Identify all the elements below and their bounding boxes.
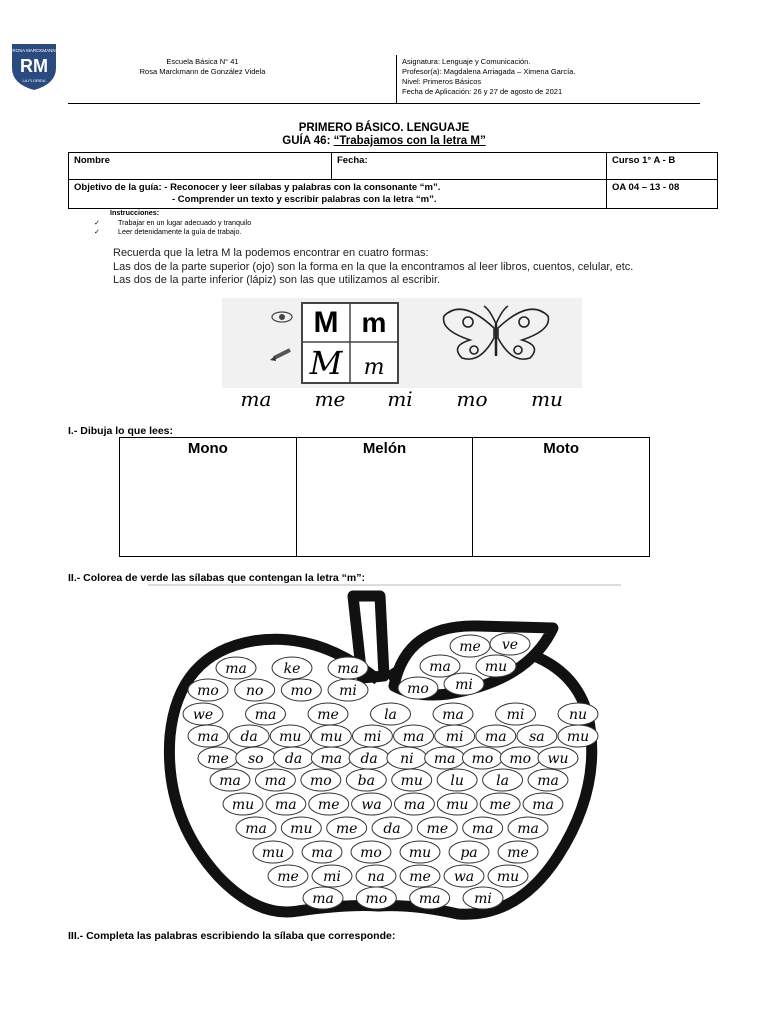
apple-syllable[interactable] [463,817,503,839]
date-label: Fecha: [337,155,368,166]
apple-syllable[interactable] [255,769,295,791]
syllable: mi [387,387,413,411]
objective-1: - Reconocer y leer sílabas y palabras con la consonante “m”. [164,182,441,193]
syllable-text: me [507,845,529,861]
apple-syllable[interactable] [253,841,293,863]
cursive-lower-m: m [363,355,385,380]
objective-2: - Comprender un texto y escribir palabras con la letra “m”. [172,194,437,205]
syllable-text: sa [529,729,545,745]
syllable-text: mi [455,677,473,693]
apple-syllable[interactable] [188,679,228,701]
section-2-heading: II.- Colorea de verde las sílabas que contengan la letra “m”: [68,572,366,584]
syllable-text: me [409,869,431,885]
apple-syllable[interactable] [312,865,352,887]
apple-syllable[interactable] [488,865,528,887]
syllable: mu [531,387,563,411]
apple-syllable[interactable] [349,747,389,769]
syllable-text: ma [337,661,359,677]
syllable-text: mu [279,729,302,745]
syllable-text: mi [339,683,357,699]
leaf-syllable[interactable] [450,635,490,657]
apple-syllable[interactable] [449,841,489,863]
syllable: mo [456,387,488,411]
section-3-heading: III.- Completa las palabras escribiendo la sílaba que corresponde: [68,930,396,942]
apple-syllable[interactable] [216,657,256,679]
apple-syllable[interactable] [444,865,484,887]
apple-syllable[interactable] [400,865,440,887]
logo-arc-bottom: LA FLORIDA [22,78,46,83]
apple-syllable[interactable] [311,747,351,769]
syllable-text: mo [407,681,429,697]
cursive-upper-m: M [309,344,343,382]
header-divider [396,55,397,103]
apple-syllable[interactable] [425,747,465,769]
school-name: Escuela Básica N° 41 [166,57,239,66]
logo-arc-top: ROSA MARCKMANN [12,48,56,53]
syllable-text: ma [275,797,297,813]
syllable-text: ma [402,729,425,745]
subject-line: Asignatura: Lenguaje y Comunicación. [402,57,531,66]
syllable: me [314,387,346,411]
guide-title [0,135,768,147]
syllable-text: mu [400,773,423,789]
syllable-text: wa [453,869,475,885]
apple-syllable[interactable] [346,769,386,791]
apple-syllable[interactable] [236,747,276,769]
apple-syllable[interactable] [558,703,598,725]
apple-syllable[interactable] [198,747,238,769]
syllable-text: ma [311,845,333,861]
syllable-text: mu [290,821,313,837]
syllable-text: ni [400,751,414,767]
page-title: PRIMERO BÁSICO. LENGUAJE [298,122,470,134]
guide-prefix: GUÍA 46: [282,135,334,147]
syllable-text: ma [484,729,507,745]
syllable-text: nu [568,707,588,723]
apple-syllable[interactable] [508,817,548,839]
syllable-text: la [384,707,397,723]
syllable-text: ma [537,773,559,789]
school-logo [8,38,60,92]
syllable-text: no [245,683,264,699]
syllable-text: da [240,729,258,745]
apple-syllable[interactable] [302,841,342,863]
apple-syllable[interactable] [268,865,308,887]
apple-syllable[interactable] [417,817,457,839]
objective-cell [69,180,607,209]
date-cell[interactable] [332,153,607,180]
syllable-text: mo [365,891,388,907]
apple-syllable[interactable] [229,725,269,747]
syllable-text: mi [474,891,492,907]
syllable-text: mo [509,751,532,767]
apple-syllable[interactable] [311,725,351,747]
apple-syllable[interactable] [500,747,540,769]
school-full-name: Rosa Marckmann de González Videla [139,67,266,76]
level-line: Nivel: Primeros Básicos [402,77,482,86]
intro-line-3: Las dos de la parte inferior (lápiz) son las que utilizamos al escribir. [113,274,441,286]
course-label: Curso 1° A - B [612,155,676,166]
apple-syllable[interactable] [496,703,536,725]
apple-syllable[interactable] [400,841,440,863]
syllable-text: la [496,773,509,789]
apple-syllable[interactable] [270,725,310,747]
apple-syllable[interactable] [523,793,563,815]
leaf-syllable[interactable] [490,633,530,655]
syllable-text: mi [323,869,341,885]
course-cell [607,153,718,180]
syllable: ma [240,387,272,411]
syllable-text: we [192,707,214,723]
syllable-text: ma [197,729,219,745]
syllable-text: ma [532,797,554,813]
apple-syllable[interactable] [435,725,475,747]
apple-syllable[interactable] [210,769,250,791]
syllable-text: ma [245,821,267,837]
name-label: Nombre [74,155,110,166]
syllable-text: me [207,751,229,767]
apple-syllable[interactable] [462,747,502,769]
syllable-text: da [284,751,303,767]
instruction-item: ✓ Trabajar en un lugar adecuado y tranquilo [110,218,251,228]
apple-syllable[interactable] [480,793,520,815]
syllable-text: mi [445,729,464,745]
apple-syllable[interactable] [301,769,341,791]
syllable-text: lu [450,773,464,789]
apple-syllable[interactable] [372,817,412,839]
syllable-text: mo [471,751,494,767]
apple-syllable[interactable] [281,817,321,839]
instruction-item: ✓ Leer detenidamente la guía de trabajo. [110,227,251,237]
syllable-text: ma [418,891,441,907]
header-rule [68,103,700,104]
syllable-text: ma [219,773,241,789]
apple-syllable[interactable] [528,769,568,791]
syllable-text: ma [254,707,277,723]
leaf-syllable[interactable] [420,655,460,677]
instructions-heading: Instrucciones: [110,208,160,217]
print-lower-m: m [361,307,387,338]
syllable-text: me [277,869,299,885]
syllable-text: ma [403,797,426,813]
syllable-text: ba [357,773,375,789]
syllable-text: wa [361,797,382,813]
syllable-text: pa [460,845,478,861]
apple-syllable[interactable] [328,657,368,679]
syllable-text: ma [225,661,247,677]
apple-syllable[interactable] [433,703,473,725]
syllable-text: me [459,639,481,655]
apple-syllable[interactable] [517,725,557,747]
syllable-text: na [367,869,385,885]
syllable-text: ma [312,891,334,907]
apple-syllable[interactable] [274,747,314,769]
syllable-text: mo [360,845,382,861]
apple-syllable[interactable] [410,887,450,909]
syllable-text: ke [283,661,301,677]
apple-syllable[interactable] [387,747,427,769]
intro-line-2: Las dos de la parte superior (ojo) son la forma en la que la encontramos al leer libros, cuentos, celular, etc. [113,260,634,273]
syllable-text: ma [517,821,539,837]
apple-syllable[interactable] [558,725,598,747]
word-melon: Melón [362,440,407,457]
apple-syllable[interactable] [327,817,367,839]
apple-syllable[interactable] [236,817,276,839]
apple-syllable[interactable] [463,887,503,909]
section-1-heading: I.- Dibuja lo que lees: [68,425,174,437]
syllable-text: da [360,751,378,767]
apple-syllable[interactable] [352,725,392,747]
syllable-text: mu [484,659,508,675]
guide-name: “Trabajamos con la letra M” [333,135,486,147]
oa-label: OA 04 – 13 - 08 [612,182,680,193]
apple-syllable[interactable] [483,769,523,791]
apple-coloring [148,586,622,924]
leaf-syllable[interactable] [444,673,484,695]
apple-syllable[interactable] [281,679,321,701]
leaf-syllable[interactable] [398,677,438,699]
syllable-text: ma [471,821,494,837]
syllable-text: ma [433,751,456,767]
apple-syllable[interactable] [235,679,275,701]
syllable-text: mu [261,845,285,861]
apple-syllable[interactable] [188,725,228,747]
syllable-text: mi [506,707,525,723]
apple-syllable[interactable] [309,793,349,815]
apple-syllable[interactable] [308,703,348,725]
apple-syllable[interactable] [303,887,343,909]
school-info [110,57,295,77]
logo-text: RM [20,56,48,76]
draw-cell-moto[interactable] [473,438,650,557]
intro-text [113,247,633,288]
syllable-text: me [489,797,511,813]
draw-cell-mono[interactable] [120,438,297,557]
apple-syllable[interactable] [371,703,411,725]
syllables-row [241,387,563,411]
syllable-text: mo [197,683,219,699]
apple-syllable[interactable] [498,841,538,863]
syllable-text: wu [547,751,569,767]
apple-syllable[interactable] [538,747,578,769]
syllable-text: mo [309,773,332,789]
print-upper-m: M [313,306,339,339]
apple-syllable[interactable] [183,703,223,725]
apple-syllable[interactable] [328,679,368,701]
syllable-text: me [426,821,449,837]
apple-syllable[interactable] [392,769,432,791]
apple-syllable[interactable] [394,793,434,815]
leaf-syllable[interactable] [476,655,516,677]
draw-cell-melon[interactable] [296,438,473,557]
apple-syllable[interactable] [266,793,306,815]
syllable-text: ma [429,659,451,675]
word-mono: Mono [187,440,228,457]
apple-syllable[interactable] [437,793,477,815]
syllable-text: mu [566,729,590,745]
syllable-text: mi [363,729,382,745]
syllable-text: me [335,821,358,837]
apple-syllable[interactable] [272,657,312,679]
apple-syllable[interactable] [356,887,396,909]
syllable-text: so [247,751,264,767]
syllable-text: mu [408,845,432,861]
apple-syllable[interactable] [352,793,392,815]
apple-syllable[interactable] [437,769,477,791]
teacher-line: Profesor(a): Magdalena Arriagada – Ximena García. [402,67,576,76]
oa-cell [607,180,718,209]
syllable-text: me [317,797,340,813]
date-line: Fecha de Aplicación: 26 y 27 de agosto de 2021 [402,87,563,96]
apple-syllable[interactable] [223,793,263,815]
syllable-text: mu [231,797,255,813]
word-moto: Moto [543,440,580,457]
name-cell[interactable] [69,153,332,180]
syllable-text: mu [496,869,520,885]
apple-syllable[interactable] [351,841,391,863]
apple-syllable[interactable] [356,865,396,887]
objective-label: Objetivo de la guía: [74,182,162,193]
course-info [402,57,702,97]
letter-forms-illustration [222,298,582,414]
drawing-table [119,437,650,557]
syllable-text: ma [264,773,287,789]
syllable-text: mu [446,797,469,813]
instructions [110,208,251,237]
syllable-text: ve [501,637,519,653]
apple-syllable[interactable] [246,703,286,725]
syllable-text: me [317,707,339,723]
syllable-text: da [383,821,401,837]
syllable-text: mu [320,729,343,745]
syllable-text: ma [320,751,343,767]
info-table [68,152,718,209]
apple-syllable[interactable] [476,725,516,747]
syllable-text: ma [442,707,464,723]
intro-line-1: Recuerda que la letra M la podemos encontrar en cuatro formas: [113,247,429,259]
syllable-text: mo [290,683,313,699]
apple-syllable[interactable] [394,725,434,747]
